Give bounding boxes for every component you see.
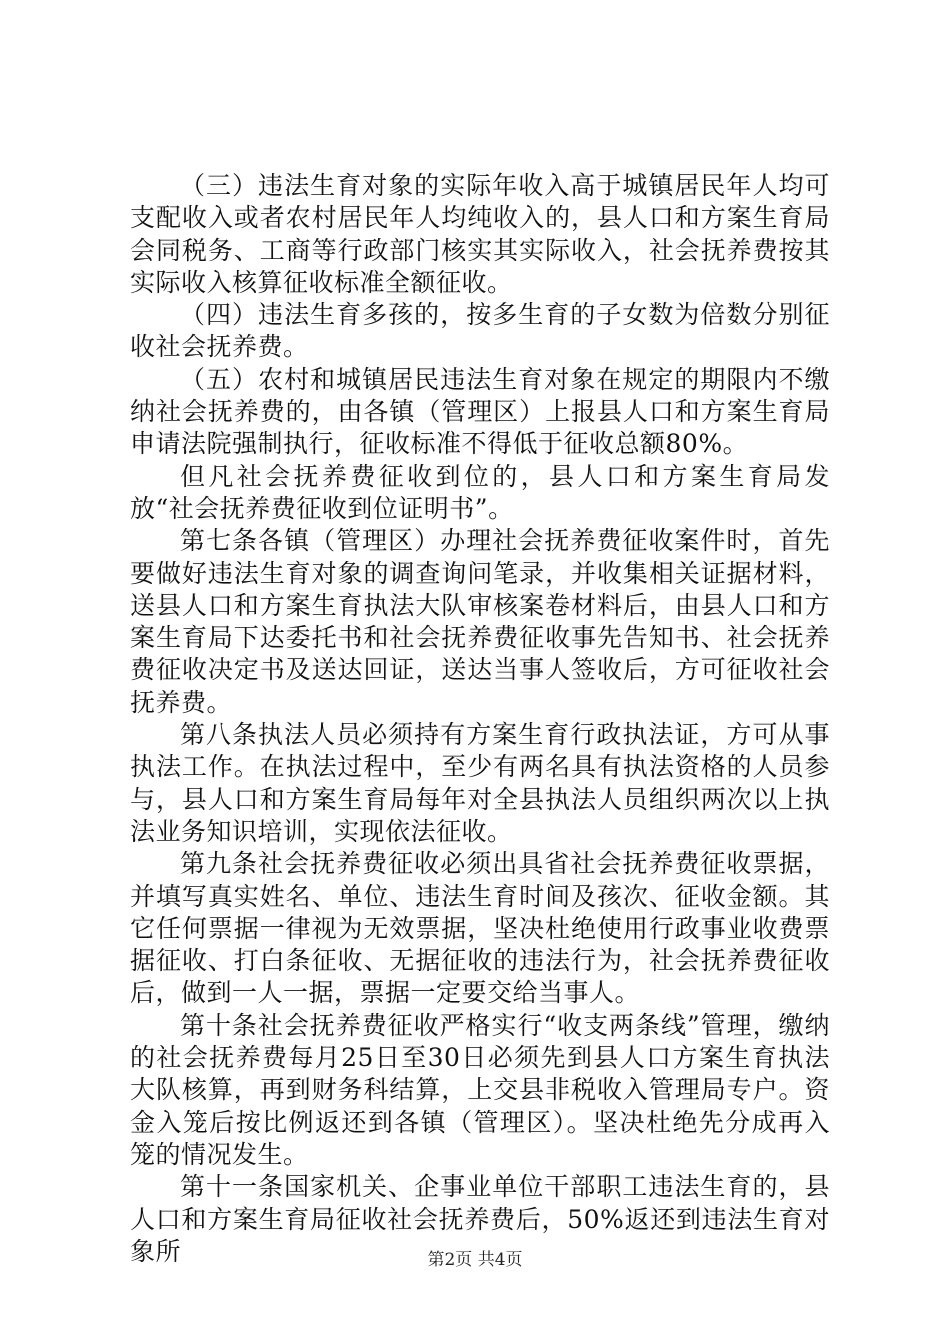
paragraph-certificate: 但凡社会抚养费征收到位的，县人口和方案生育局发放“社会抚养费征收到位证明书”。 (130, 461, 830, 523)
paragraph-item-3: （三）违法生育对象的实际年收入高于城镇居民年人均可支配收入或者农村居民年人均纯收入的，县人口和方案生育局会同税务、工商等行政部门核实其实际收入，社会抚养费按其实际收入核算征收标准全额征收。 (130, 171, 830, 297)
paragraph-article-7: 第七条各镇（管理区）办理社会抚养费征收案件时，首先要做好违法生育对象的调查询问笔录，并收集相关证据材料，送县人口和方案生育执法大队审核案卷材料后，由县人口和方案生育局下达委托书和社会抚养费征收事先告知书、社会抚养费征收决定书及送达回证，送达当事人签收后，方可征收社会抚养费。 (130, 526, 830, 717)
paragraph-article-8: 第八条执法人员必须持有方案生育行政执法证，方可从事执法工作。在执法过程中，至少有两名具有执法资格的人员参与，县人口和方案生育局每年对全县执法人员组织两次以上执法业务知识培训，实现依法征收。 (130, 720, 830, 846)
paragraph-item-4: （四）违法生育多孩的，按多生育的子女数为倍数分别征收社会抚养费。 (130, 300, 830, 362)
paragraph-item-5: （五）农村和城镇居民违法生育对象在规定的期限内不缴纳社会抚养费的，由各镇（管理区）上报县人口和方案生育局申请法院强制执行，征收标准不得低于征收总额80%。 (130, 364, 830, 459)
document-body (130, 170, 830, 1268)
paragraph-article-10: 第十条社会抚养费征收严格实行“收支两条线”管理，缴纳的社会抚养费每月25日至30日必须先到县人口方案生育执法大队核算，再到财务科结算，上交县非税收入管理局专户。资金入笼后按比例返还到各镇（管理区）。坚决杜绝先分成再入笼的情况发生。 (130, 1010, 830, 1169)
paragraph-article-11: 第十一条国家机关、企事业单位干部职工违法生育的，县人口和方案生育局征收社会抚养费后，50%返还到违法生育对象所 (130, 1172, 830, 1266)
page-footer: 第2页 共4页 (427, 1250, 523, 1270)
paragraph-article-9: 第九条社会抚养费征收必须出具省社会抚养费征收票据，并填写真实姓名、单位、违法生育时间及孩次、征收金额。其它任何票据一律视为无效票据，坚决杜绝使用行政事业收费票据征收、打白条征收、无据征收的违法行为，社会抚养费征收后，做到一人一据，票据一定要交给当事人。 (130, 849, 830, 1008)
